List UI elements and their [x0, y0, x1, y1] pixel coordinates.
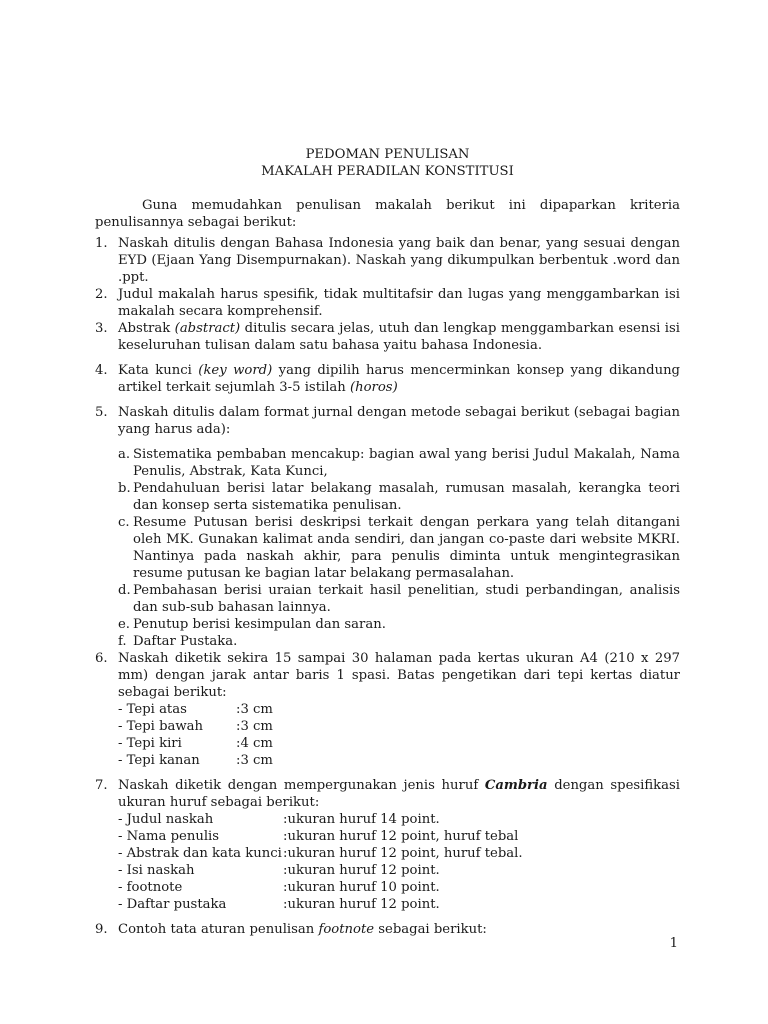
item-text: Judul makalah harus spesifik, tidak multitafsir dan lugas yang menggambarkan isi makalah secara komprehensif.: [118, 287, 680, 319]
sub-item-d: d. Pembahasan berisi uraian terkait hasil penelitian, studi perbandingan, analisis dan sub-sub bahasan lainnya.: [118, 583, 680, 615]
item-text: Contoh tata aturan penulisan footnote sebagai berikut:: [118, 922, 487, 937]
title-line-1: PEDOMAN PENULISAN: [305, 147, 470, 162]
horos-term: (horos): [349, 380, 398, 395]
item-number: 9.: [95, 922, 108, 937]
font-spec-row: - Daftar pustaka : ukuran huruf 12 point.: [118, 897, 440, 912]
item-text: Naskah diketik sekira 15 sampai 30 halaman pada kertas ukuran A4 (210 x 297 mm) dengan jarak antar baris 1 spasi. Batas pengetikan dari tepi kertas diatur sebagai berikut:: [118, 651, 680, 700]
margin-spec-row: - Tepi kanan : 3 cm: [118, 753, 273, 768]
list-item-6: [95, 650, 680, 701]
list-item-7: [95, 777, 680, 811]
list-item-3: [95, 320, 680, 354]
item-number: 2.: [95, 287, 108, 302]
keyword-term: (key word): [198, 363, 273, 378]
item-text: Kata kunci (key word) yang dipilih harus mencerminkan konsep yang dikandung artikel terkait sejumlah 3-5 istilah (horos): [118, 363, 681, 395]
font-spec-row: - Nama penulis : ukuran huruf 12 point, huruf tebal: [118, 829, 519, 844]
font-spec-row: - footnote : ukuran huruf 10 point.: [118, 880, 440, 895]
sub-list: [101, 446, 680, 650]
item-number: 4.: [95, 363, 108, 378]
intro-paragraph: Guna memudahkan penulisan makalah berikut ini dipaparkan kriteria penulisannya sebagai berikut:: [95, 198, 680, 230]
list-item-5: [95, 404, 680, 438]
abstract-term: (abstract): [174, 321, 241, 336]
item-number: 5.: [95, 405, 108, 420]
list-item-2: [95, 286, 680, 320]
margin-spec-row: - Tepi bawah : 3 cm: [118, 719, 273, 734]
list-item-1: [95, 235, 680, 286]
document-title: [95, 146, 680, 180]
item-number: 7.: [95, 778, 108, 793]
font-spec-list: [95, 811, 680, 913]
title-line-2: MAKALAH PERADILAN KONSTITUSI: [261, 164, 514, 179]
sub-item-b: b. Pendahuluan berisi latar belakang masalah, rumusan masalah, kerangka teori dan konsep serta sistematika penulisan.: [118, 481, 680, 513]
sub-item-a: a. Sistematika pembaban mencakup: bagian awal yang berisi Judul Makalah, Nama Penulis, Abstrak, Kata Kunci,: [118, 447, 680, 479]
document-page: [95, 146, 680, 938]
cambria-term: Cambria: [484, 778, 548, 793]
font-spec-row: - Abstrak dan kata kunci : ukuran huruf 12 point, huruf tebal.: [118, 846, 523, 861]
page-number: 1: [669, 936, 678, 951]
margin-spec-row: - Tepi atas : 3 cm: [118, 702, 273, 717]
item-text: Naskah ditulis dengan Bahasa Indonesia yang baik dan benar, yang sesuai dengan EYD (Ejaan Yang Disempurnakan). Naskah yang dikumpulkan berbentuk .word dan .ppt.: [118, 236, 680, 285]
font-spec-row: - Judul naskah : ukuran huruf 14 point.: [118, 812, 440, 827]
item-text: Naskah ditulis dalam format jurnal dengan metode sebagai berikut (sebagai bagian yang harus ada):: [118, 405, 680, 437]
font-spec-row: - Isi naskah : ukuran huruf 12 point.: [118, 863, 440, 878]
margin-spec-row: - Tepi kiri : 4 cm: [118, 736, 273, 751]
sub-item-c: c. Resume Putusan berisi deskripsi terkait dengan perkara yang telah ditangani oleh MK. Gunakan kalimat anda sendiri, dan jangan co-paste dari website MKRI. Nantinya pada naskah akhir, para penulis diminta untuk mengintegrasikan resume putusan ke bagian latar belakang permasalahan.: [118, 515, 680, 581]
item-number: 1.: [95, 236, 108, 251]
item-text: Naskah diketik dengan mempergunakan jenis huruf Cambria dengan spesifikasi ukuran huruf sebagai berikut:: [118, 778, 680, 810]
item-text: Abstrak (abstract) ditulis secara jelas, utuh dan lengkap menggambarkan esensi isi keseluruhan tulisan dalam satu bahasa yaitu bahasa Indonesia.: [118, 321, 680, 353]
list-item-4: [95, 362, 680, 396]
sub-item-e: e. Penutup berisi kesimpulan dan saran.: [118, 617, 386, 632]
item-number: 3.: [95, 321, 108, 336]
margin-spec-list: [95, 701, 680, 769]
item-number: 6.: [95, 651, 108, 666]
sub-item-f: f. Daftar Pustaka.: [118, 634, 238, 649]
list-item-9: [95, 921, 680, 938]
footnote-term: footnote: [318, 922, 375, 937]
